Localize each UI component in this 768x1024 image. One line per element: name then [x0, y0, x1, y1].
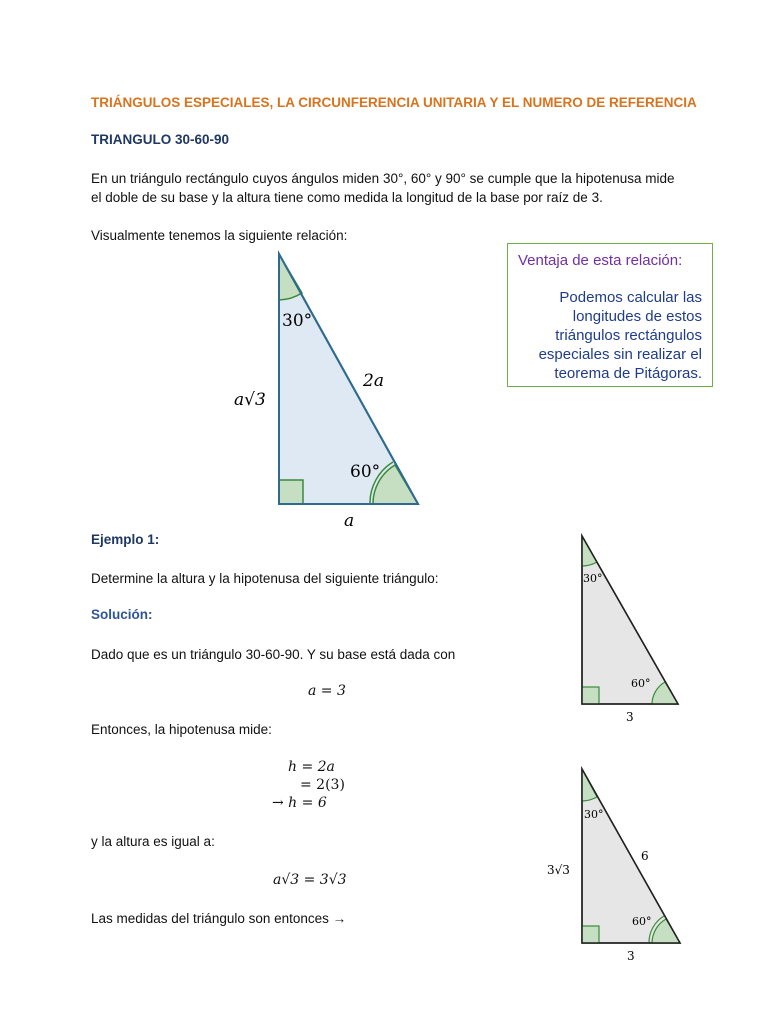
intro-line-1: En un triángulo rectángulo cuyos ángulos miden 30°, 60° y 90° se cumple que la hipotenusa mide [91, 171, 675, 186]
advantage-callout [507, 243, 713, 387]
ex2-right-angle-marker [582, 926, 599, 943]
label-angle-60: 60° [350, 462, 381, 482]
example-prompt: Determine la altura y la hipotenusa del siguiente triángulo: [91, 571, 439, 586]
ex1-label-base: 3 [626, 710, 634, 724]
label-angle-30: 30° [282, 311, 313, 331]
visual-intro: Visualmente tenemos la siguiente relación: [91, 228, 348, 243]
ex2-label-base: 3 [627, 949, 635, 963]
intro-paragraph [91, 169, 711, 207]
altitude-intro: y la altura es igual a: [91, 834, 215, 849]
given-text: Dado que es un triángulo 30-60-90. Y su base está dada con [91, 647, 456, 662]
equation-hyp-1: h = 2a [288, 759, 335, 775]
ex2-label-hypotenuse: 6 [641, 849, 649, 863]
hypotenuse-intro: Entonces, la hipotenusa mide: [91, 722, 272, 737]
final-text: Las medidas del triángulo son entonces → [91, 911, 347, 926]
label-height: a√3 [234, 390, 266, 410]
ex1-label-angle-60: 60° [631, 677, 651, 690]
label-hypotenuse: 2a [363, 371, 384, 391]
ex1-label-angle-30: 30° [583, 572, 603, 585]
equation-base: a = 3 [308, 683, 346, 699]
example-triangle-2-figure [540, 763, 700, 969]
example-title: Ejemplo 1: [91, 532, 160, 547]
solution-label: Solución: [91, 607, 153, 622]
ex1-right-angle-marker [582, 687, 599, 704]
equation-hyp-3: → h = 6 [272, 795, 327, 811]
intro-line-2: el doble de su base y la altura tiene como medida la longitud de la base por raíz de 3. [91, 190, 603, 205]
callout-title: Ventaja de esta relación: [518, 252, 683, 269]
ex2-label-height: 3√3 [547, 863, 570, 877]
ex2-label-angle-60: 60° [632, 915, 652, 928]
section-title: TRIANGULO 30-60-90 [91, 132, 230, 147]
right-angle-marker [279, 480, 303, 504]
example-triangle-1-figure [570, 530, 690, 730]
label-base: a [344, 511, 355, 531]
ex2-label-angle-30: 30° [584, 808, 604, 821]
page-heading: TRIÁNGULOS ESPECIALES, LA CIRCUNFERENCIA UNITARIA Y EL NUMERO DE REFERENCIA [91, 95, 697, 110]
main-triangle-figure [220, 245, 440, 535]
equation-altitude: a√3 = 3√3 [273, 872, 347, 888]
callout-body: Podemos calcular las longitudes de estos triángulos rectángulos especiales sin realizar el teorema de Pitágoras. [538, 289, 702, 382]
equation-hyp-2: = 2(3) [300, 777, 345, 793]
